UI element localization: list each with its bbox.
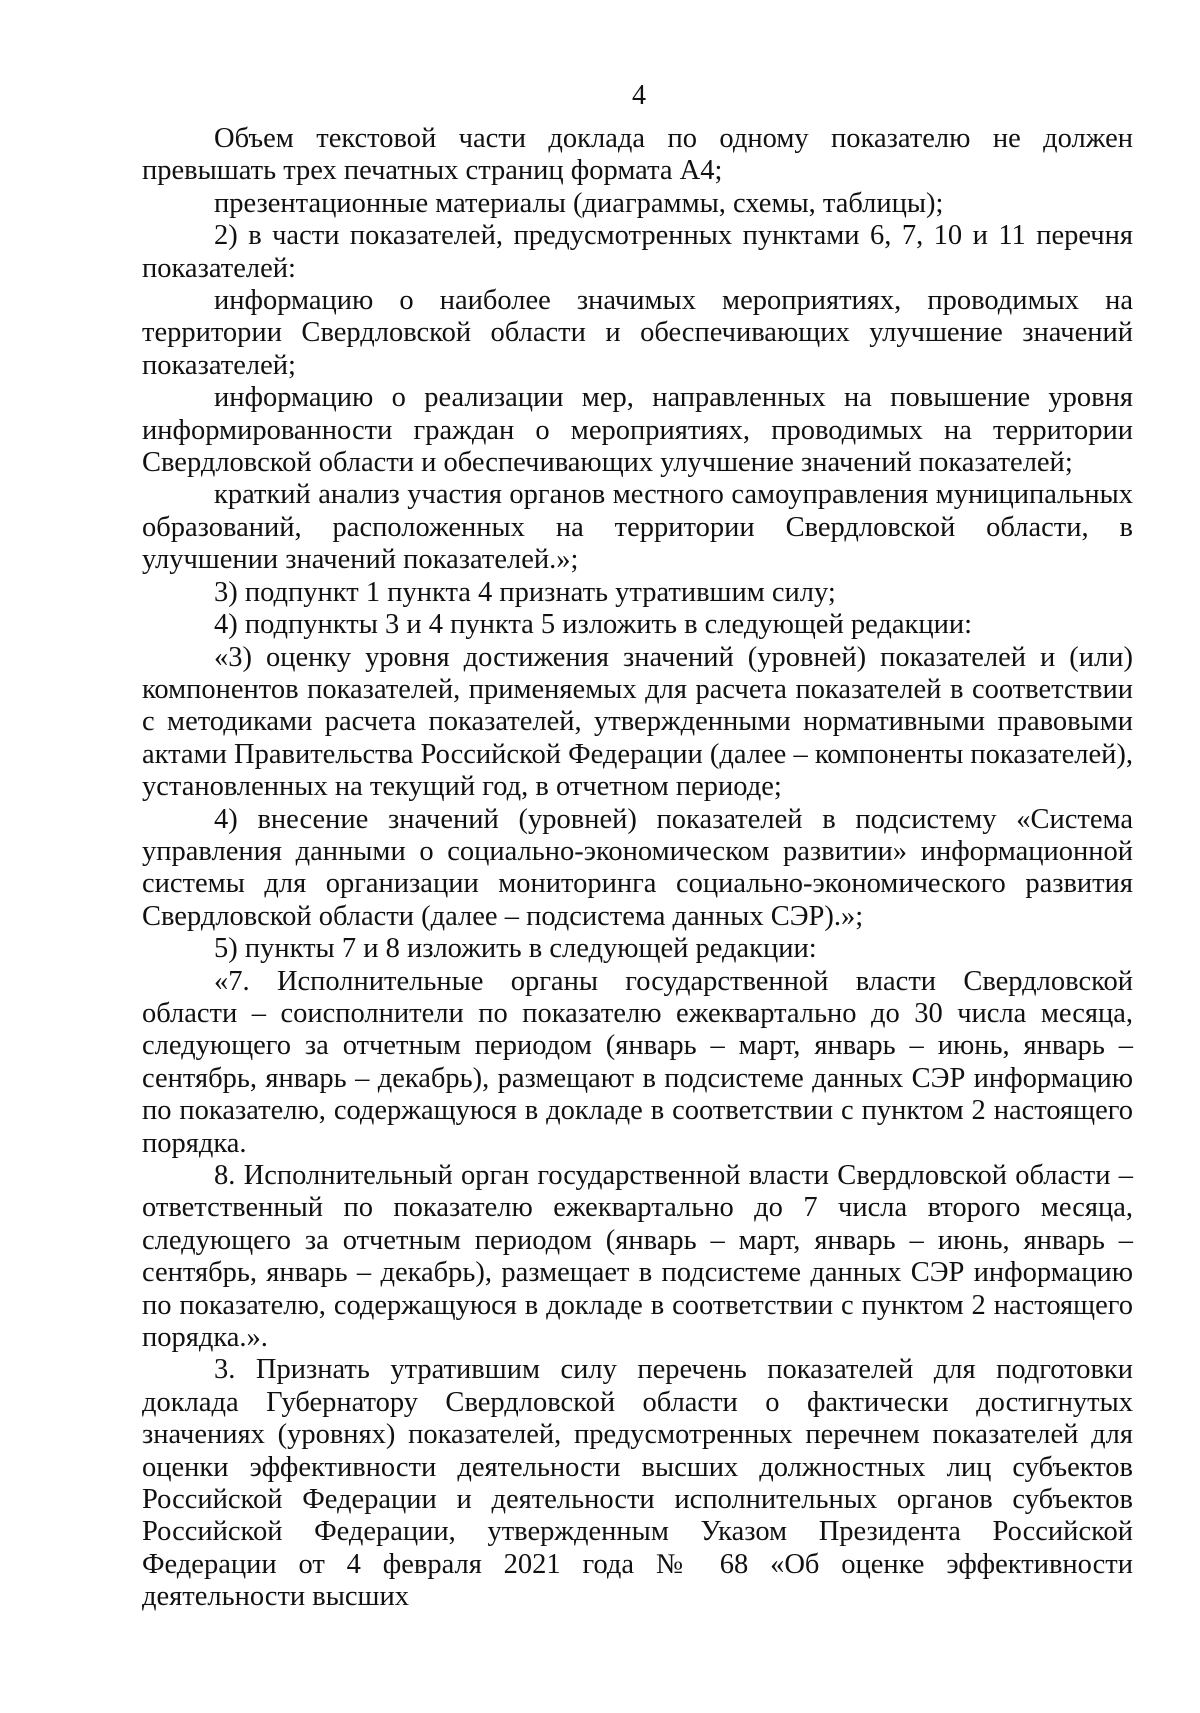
paragraph: «3) оценку уровня достижения значений (уровней) показателей и (или) компонентов показателей, применяемых для расчета показателей в соответствии с методиками расчета показателей, утвержденными нормативными правовыми актами Правительства Российской Федерации (далее – компоненты показателей), установленных на текущий год, в отчетном периоде; <box>142 641 1133 803</box>
paragraph: 4) подпункты 3 и 4 пункта 5 изложить в следующей редакции: <box>214 609 973 641</box>
page-number: 4 <box>632 80 646 111</box>
paragraph: информацию о наиболее значимых мероприятиях, проводимых на территории Свердловской области и обеспечивающих улучшение значений показателей; <box>142 285 1133 381</box>
paragraph: информацию о реализации мер, направленных на повышение уровня информированности граждан о мероприятиях, проводимых на территории Свердловской области и обеспечивающих улучшение значений показателей; <box>142 382 1133 479</box>
document-body <box>142 123 1133 1614</box>
paragraph: «7. Исполнительные органы государственной власти Свердловской области – соисполнители по показателю ежеквартально до 30 числа месяца, следующего за отчетным периодом (январь – март, январь – июнь, январь – сентябрь, январь – декабрь), размещают в подсистеме данных СЭР информацию по показателю, содержащуюся в докладе в соответствии с пунктом 2 настоящего порядка. <box>142 965 1133 1159</box>
paragraph: 5) пункты 7 и 8 изложить в следующей редакции: <box>214 933 817 965</box>
paragraph: 3. Признать утратившим силу перечень показателей для подготовки доклада Губернатору Свердловской области о фактически достигнутых значениях (уровнях) показателей, предусмотренных перечнем показателей для оценки эффективности деятельности высших должностных лиц субъектов Российской Федерации и деятельности исполнительных органов субъектов Российской Федерации, утвержденным Указом Президента Российской Федерации от 4 февраля 2021 года № 68 «Об оценке эффективности деятельности высших <box>142 1354 1133 1613</box>
paragraph: презентационные материалы (диаграммы, схемы, таблицы); <box>214 187 944 219</box>
paragraph: краткий анализ участия органов местного самоуправления муниципальных образований, расположенных на территории Свердловской области, в улучшении значений показателей.»; <box>142 479 1133 576</box>
paragraph: 2) в части показателей, предусмотренных пунктами 6, 7, 10 и 11 перечня показателей: <box>142 220 1133 284</box>
paragraph: 4) внесение значений (уровней) показателей в подсистему «Система управления данными о социально-экономическом развитии» информационной системы для организации мониторинга социально-экономического развития Свердловской области (далее – подсистема данных СЭР).»; <box>142 803 1133 932</box>
paragraph: 3) подпункт 1 пункта 4 признать утратившим силу; <box>214 576 836 608</box>
paragraph: Объем текстовой части доклада по одному показателю не должен превышать трех печатных страниц формата А4; <box>142 123 1133 187</box>
paragraph: 8. Исполнительный орган государственной власти Свердловской области – ответственный по показателю ежеквартально до 7 числа второго месяца, следующего за отчетным периодом (январь – март, январь – июнь, январь – сентябрь, январь – декабрь), размещает в подсистеме данных СЭР информацию по показателю, содержащуюся в докладе в соответствии с пунктом 2 настоящего порядка.». <box>142 1160 1133 1354</box>
